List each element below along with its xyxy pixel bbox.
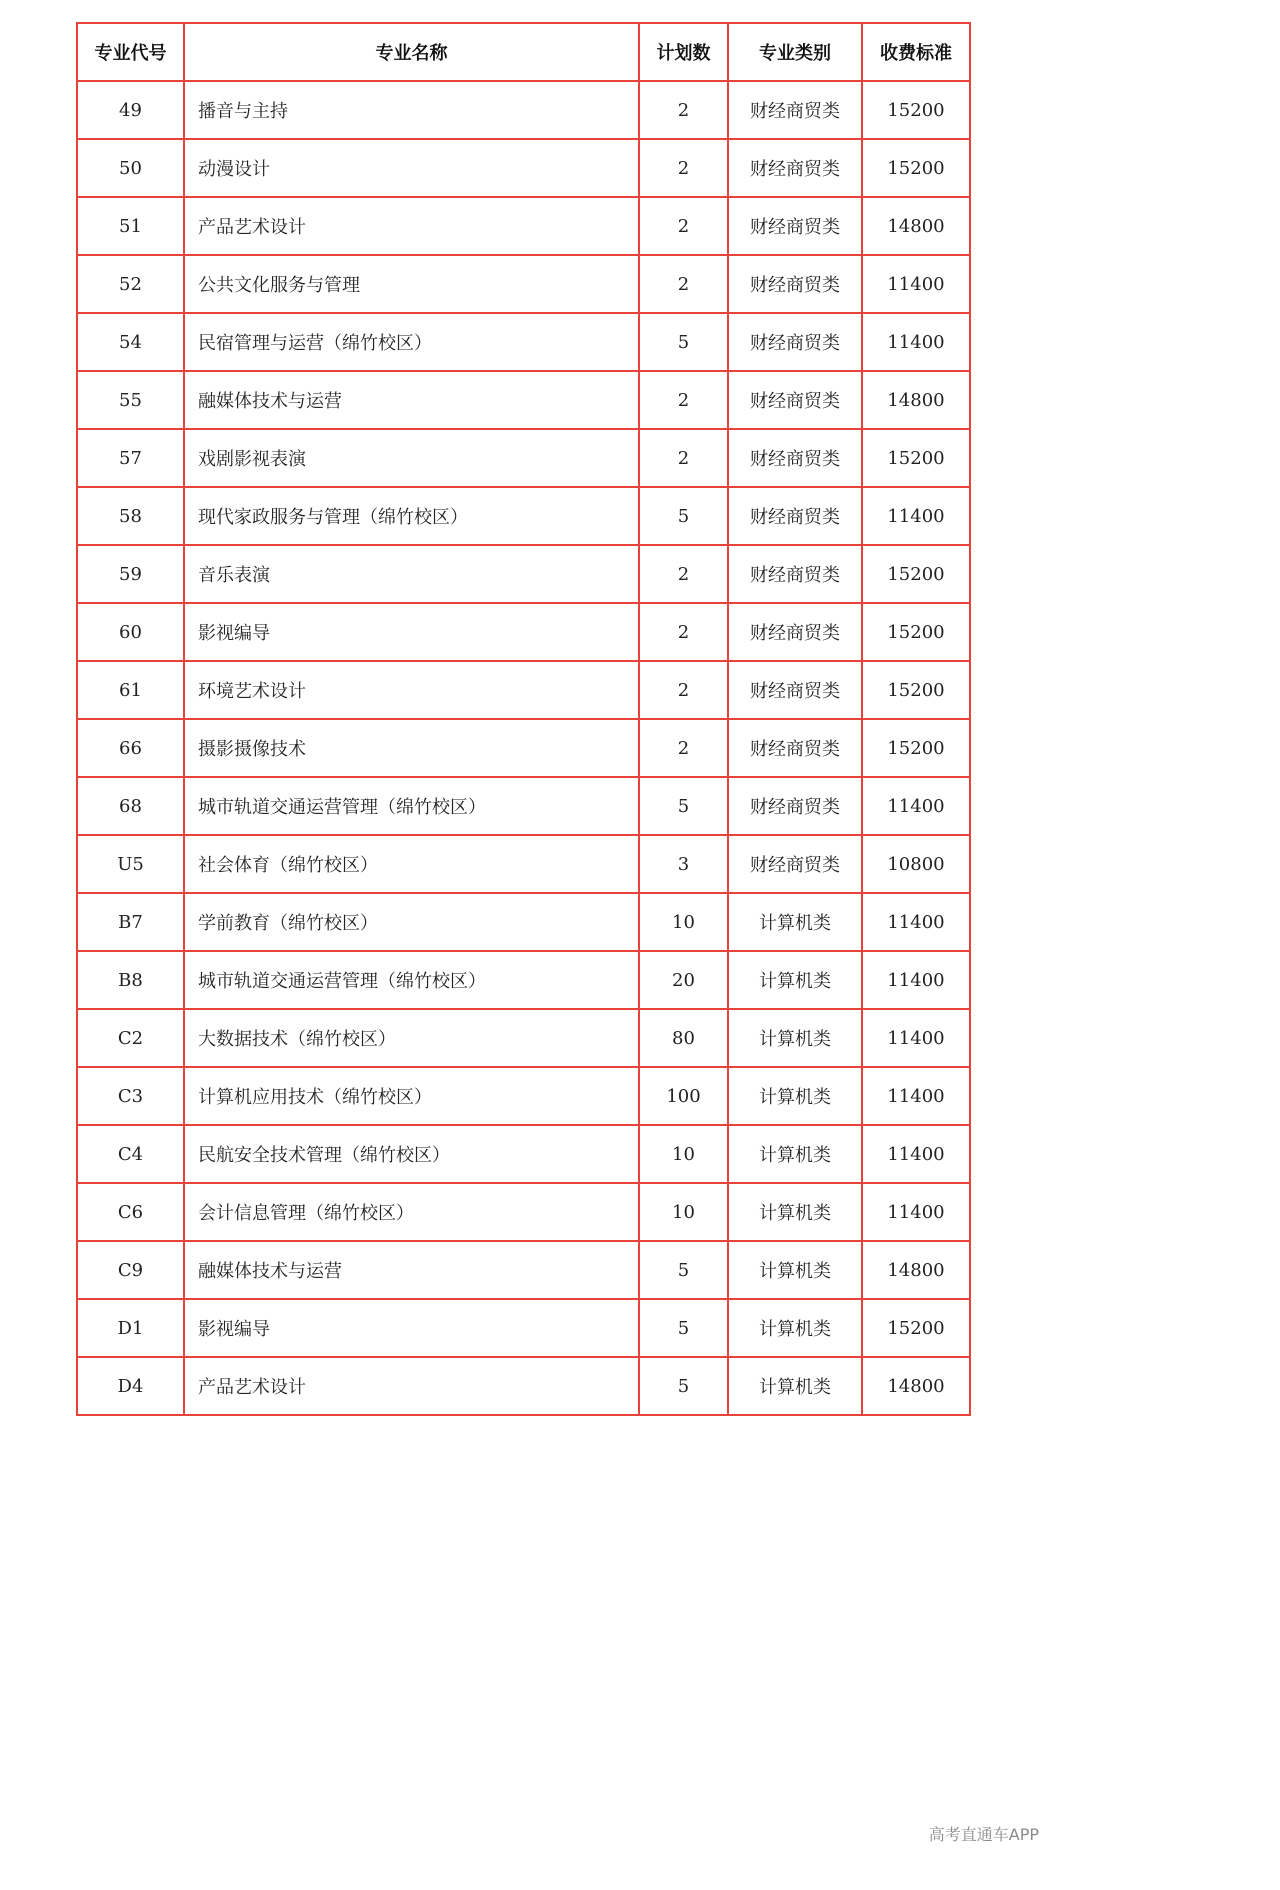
- cell-fee-standard: 11400: [862, 1183, 970, 1241]
- cell-major-code: 50: [77, 139, 184, 197]
- cell-major-code: C3: [77, 1067, 184, 1125]
- cell-major-category: 财经商贸类: [728, 197, 862, 255]
- cell-major-category: 计算机类: [728, 1357, 862, 1415]
- cell-major-name: 学前教育（绵竹校区）: [184, 893, 639, 951]
- cell-fee-standard: 14800: [862, 1241, 970, 1299]
- table-header-row: [77, 23, 970, 81]
- cell-major-name: 环境艺术设计: [184, 661, 639, 719]
- cell-fee-standard: 15200: [862, 603, 970, 661]
- cell-plan-count: 5: [639, 777, 728, 835]
- cell-fee-standard: 15200: [862, 719, 970, 777]
- table-row: [77, 1009, 970, 1067]
- cell-major-category: 财经商贸类: [728, 313, 862, 371]
- cell-major-name: 城市轨道交通运营管理（绵竹校区）: [184, 777, 639, 835]
- cell-major-category: 财经商贸类: [728, 603, 862, 661]
- header-major-name: 专业名称: [184, 23, 639, 81]
- cell-plan-count: 2: [639, 197, 728, 255]
- cell-major-name: 民宿管理与运营（绵竹校区）: [184, 313, 639, 371]
- cell-plan-count: 20: [639, 951, 728, 1009]
- cell-major-category: 财经商贸类: [728, 139, 862, 197]
- cell-major-name: 音乐表演: [184, 545, 639, 603]
- table-row: [77, 197, 970, 255]
- cell-major-name: 融媒体技术与运营: [184, 371, 639, 429]
- cell-major-code: D1: [77, 1299, 184, 1357]
- cell-major-code: 54: [77, 313, 184, 371]
- cell-plan-count: 100: [639, 1067, 728, 1125]
- cell-plan-count: 5: [639, 313, 728, 371]
- cell-major-name: 社会体育（绵竹校区）: [184, 835, 639, 893]
- table-row: [77, 81, 970, 139]
- cell-major-name: 大数据技术（绵竹校区）: [184, 1009, 639, 1067]
- cell-major-category: 财经商贸类: [728, 661, 862, 719]
- table-row: [77, 313, 970, 371]
- cell-major-category: 计算机类: [728, 951, 862, 1009]
- cell-major-code: 55: [77, 371, 184, 429]
- table-row: [77, 893, 970, 951]
- table-row: [77, 719, 970, 777]
- cell-major-name: 计算机应用技术（绵竹校区）: [184, 1067, 639, 1125]
- cell-fee-standard: 11400: [862, 777, 970, 835]
- header-major-category: 专业类别: [728, 23, 862, 81]
- cell-major-name: 会计信息管理（绵竹校区）: [184, 1183, 639, 1241]
- cell-major-code: U5: [77, 835, 184, 893]
- table-row: [77, 1067, 970, 1125]
- cell-fee-standard: 11400: [862, 893, 970, 951]
- cell-plan-count: 2: [639, 603, 728, 661]
- cell-fee-standard: 14800: [862, 371, 970, 429]
- cell-fee-standard: 15200: [862, 81, 970, 139]
- cell-major-category: 计算机类: [728, 1125, 862, 1183]
- cell-major-code: 66: [77, 719, 184, 777]
- cell-major-name: 民航安全技术管理（绵竹校区）: [184, 1125, 639, 1183]
- cell-fee-standard: 11400: [862, 1009, 970, 1067]
- cell-major-code: 68: [77, 777, 184, 835]
- header-plan-count: 计划数: [639, 23, 728, 81]
- header-fee-standard: 收费标准: [862, 23, 970, 81]
- cell-major-name: 播音与主持: [184, 81, 639, 139]
- admissions-plan-table: [76, 22, 971, 1416]
- table-row: [77, 603, 970, 661]
- cell-major-category: 财经商贸类: [728, 429, 862, 487]
- cell-major-code: D4: [77, 1357, 184, 1415]
- cell-major-name: 城市轨道交通运营管理（绵竹校区）: [184, 951, 639, 1009]
- table-row: [77, 1241, 970, 1299]
- cell-plan-count: 2: [639, 81, 728, 139]
- cell-major-category: 计算机类: [728, 1241, 862, 1299]
- cell-major-code: C9: [77, 1241, 184, 1299]
- cell-major-code: B8: [77, 951, 184, 1009]
- cell-major-code: C6: [77, 1183, 184, 1241]
- cell-fee-standard: 11400: [862, 313, 970, 371]
- cell-major-category: 财经商贸类: [728, 719, 862, 777]
- cell-plan-count: 2: [639, 429, 728, 487]
- table-row: [77, 545, 970, 603]
- cell-fee-standard: 11400: [862, 951, 970, 1009]
- cell-major-name: 摄影摄像技术: [184, 719, 639, 777]
- cell-plan-count: 80: [639, 1009, 728, 1067]
- table-row: [77, 1357, 970, 1415]
- cell-fee-standard: 11400: [862, 487, 970, 545]
- cell-major-category: 计算机类: [728, 1183, 862, 1241]
- cell-plan-count: 2: [639, 371, 728, 429]
- cell-major-name: 现代家政服务与管理（绵竹校区）: [184, 487, 639, 545]
- header-major-code: 专业代号: [77, 23, 184, 81]
- cell-plan-count: 10: [639, 1183, 728, 1241]
- cell-plan-count: 5: [639, 1299, 728, 1357]
- cell-fee-standard: 14800: [862, 197, 970, 255]
- cell-plan-count: 5: [639, 1241, 728, 1299]
- table-row: [77, 487, 970, 545]
- cell-major-code: 52: [77, 255, 184, 313]
- cell-plan-count: 2: [639, 545, 728, 603]
- table-row: [77, 139, 970, 197]
- table-row: [77, 835, 970, 893]
- cell-major-name: 影视编导: [184, 1299, 639, 1357]
- cell-plan-count: 2: [639, 661, 728, 719]
- cell-plan-count: 2: [639, 719, 728, 777]
- admissions-plan-table-container: [76, 22, 969, 1416]
- cell-plan-count: 5: [639, 487, 728, 545]
- cell-major-code: 60: [77, 603, 184, 661]
- cell-plan-count: 10: [639, 893, 728, 951]
- cell-major-code: C2: [77, 1009, 184, 1067]
- cell-major-category: 计算机类: [728, 1067, 862, 1125]
- cell-fee-standard: 11400: [862, 1125, 970, 1183]
- table-row: [77, 429, 970, 487]
- cell-major-category: 财经商贸类: [728, 487, 862, 545]
- cell-major-code: 58: [77, 487, 184, 545]
- cell-major-code: 59: [77, 545, 184, 603]
- cell-fee-standard: 15200: [862, 1299, 970, 1357]
- table-row: [77, 951, 970, 1009]
- cell-major-code: 57: [77, 429, 184, 487]
- cell-major-category: 财经商贸类: [728, 777, 862, 835]
- cell-fee-standard: 14800: [862, 1357, 970, 1415]
- cell-fee-standard: 11400: [862, 1067, 970, 1125]
- cell-major-category: 财经商贸类: [728, 81, 862, 139]
- cell-major-code: 49: [77, 81, 184, 139]
- cell-major-code: 51: [77, 197, 184, 255]
- table-body: [77, 81, 970, 1415]
- table-row: [77, 661, 970, 719]
- table-row: [77, 371, 970, 429]
- cell-fee-standard: 11400: [862, 255, 970, 313]
- cell-fee-standard: 15200: [862, 429, 970, 487]
- cell-major-name: 公共文化服务与管理: [184, 255, 639, 313]
- cell-major-category: 计算机类: [728, 1299, 862, 1357]
- cell-major-category: 财经商贸类: [728, 545, 862, 603]
- cell-major-category: 计算机类: [728, 893, 862, 951]
- cell-major-name: 产品艺术设计: [184, 197, 639, 255]
- cell-major-name: 影视编导: [184, 603, 639, 661]
- cell-plan-count: 3: [639, 835, 728, 893]
- cell-plan-count: 10: [639, 1125, 728, 1183]
- cell-fee-standard: 10800: [862, 835, 970, 893]
- table-row: [77, 777, 970, 835]
- cell-plan-count: 2: [639, 255, 728, 313]
- cell-major-category: 财经商贸类: [728, 371, 862, 429]
- cell-major-name: 融媒体技术与运营: [184, 1241, 639, 1299]
- cell-fee-standard: 15200: [862, 661, 970, 719]
- table-row: [77, 1183, 970, 1241]
- cell-major-category: 计算机类: [728, 1009, 862, 1067]
- cell-major-name: 戏剧影视表演: [184, 429, 639, 487]
- cell-major-category: 财经商贸类: [728, 835, 862, 893]
- table-row: [77, 1125, 970, 1183]
- cell-plan-count: 2: [639, 139, 728, 197]
- table-row: [77, 255, 970, 313]
- cell-major-code: B7: [77, 893, 184, 951]
- cell-major-code: 61: [77, 661, 184, 719]
- cell-major-name: 产品艺术设计: [184, 1357, 639, 1415]
- cell-major-category: 财经商贸类: [728, 255, 862, 313]
- cell-fee-standard: 15200: [862, 545, 970, 603]
- table-row: [77, 1299, 970, 1357]
- cell-major-code: C4: [77, 1125, 184, 1183]
- cell-plan-count: 5: [639, 1357, 728, 1415]
- watermark-text: 高考直通车APP: [928, 1825, 1039, 1844]
- cell-fee-standard: 15200: [862, 139, 970, 197]
- cell-major-name: 动漫设计: [184, 139, 639, 197]
